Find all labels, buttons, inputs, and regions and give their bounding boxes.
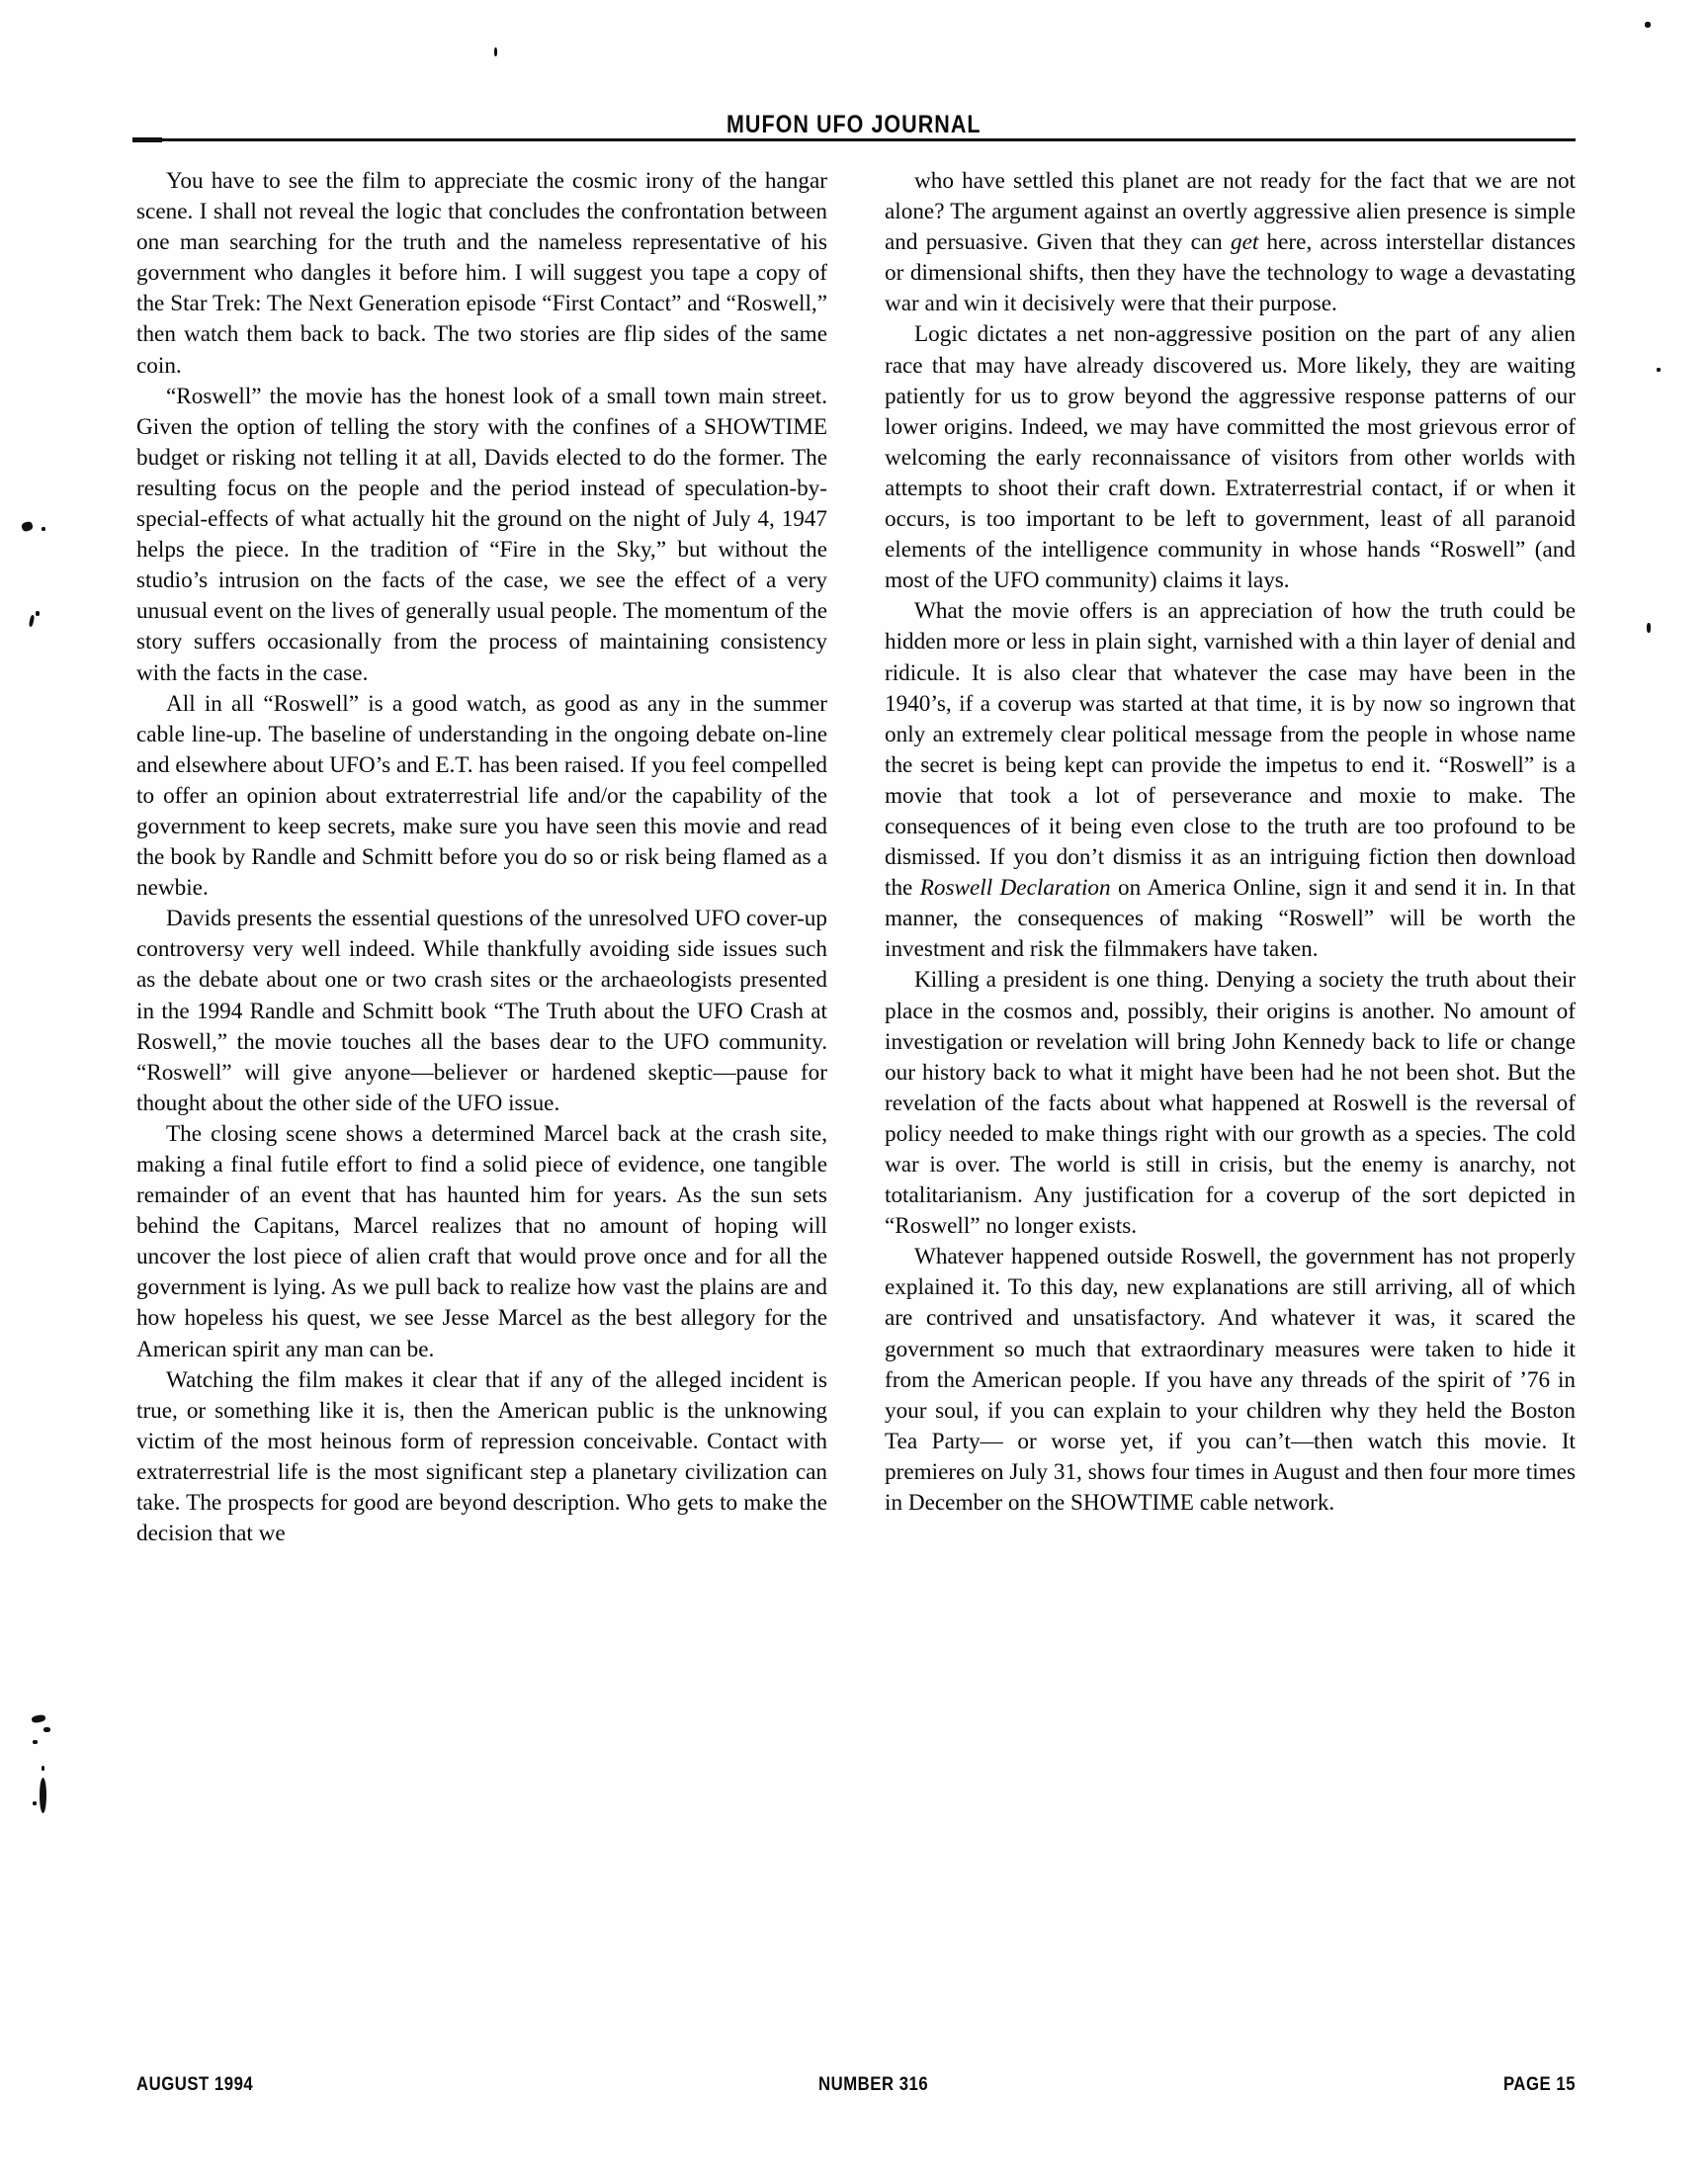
paragraph: The closing scene shows a determined Marcel back at the crash site, making a final futile effort to find a solid piece of evidence, one tangible remainder of an event that has haunted him for years. As the sun sets behind the Capitans, Marcel realizes that no amount of hoping will uncover the lost piece of alien craft that would prove once and for all the government is lying. As we pull back to realize how vast the plains are and how hopeless his quest, we see Jesse Marcel as the best allegory for the American spirit any man can be.	[136, 1120, 827, 1362]
scan-artifact-speck	[42, 1766, 44, 1771]
paragraph: You have to see the film to appreciate the cosmic irony of the hangar scene. I shall not reveal the logic that concludes the confrontation between one man searching for the truth and the nameless representative of his government who dangles it before him. I will suggest you tape a copy of the Star Trek: The Next Generation episode “First Contact” and “Roswell,” then watch them back to back. The two stories are flip sides of the same coin.	[136, 168, 827, 379]
scan-artifact-speck	[1647, 623, 1651, 633]
paragraph: Whatever happened outside Roswell, the government has not properly explained it. To this day, new explanations are still arriving, all of which are contrived and unsatisfactory. And whatever it was, it scared the government so much that extraordinary measures were taken to hide it from the American people. If you have any threads of the spirit of ’76 in your soul, if you can explain to your children why they held the Boston Tea Party— or worse yet, if you can’t—then watch this movie. It premieres on July 31, shows four times in August and then four more times in December on the SHOWTIME cable network.	[885, 1244, 1576, 1517]
scan-artifact-speck	[29, 615, 35, 628]
footer-issue-number: NUMBER 316	[818, 2074, 929, 2095]
right-column	[885, 166, 1576, 2045]
article-body	[136, 166, 1576, 2045]
scan-artifact-speck	[33, 1740, 38, 1744]
page-footer	[136, 2074, 1576, 2096]
paragraph: What the movie offers is an appreciation of how the truth could be hidden more or less in plain sight, varnished with a thin layer of denial and ridicule. It is also clear that whatever the case may have been in the 1940’s, if a coverup was started at that time, it is by now so ingrown that only an extremely clear political message from the people in whose name the secret is being kept can provide the impetus to end it. “Roswell” is a movie that took a lot of perseverance and moxie to make. The consequences of it being even close to the truth are too profound to be dismissed. If you don’t dismiss it as an intriguing fiction then download the Roswell Declaration on America Online, sign it and send it in. In that manner, the consequences of making “Roswell” will be worth the investment and risk the filmmakers have taken.	[885, 598, 1576, 963]
journal-title: MUFON UFO JOURNAL	[726, 111, 982, 138]
paragraph: All in all “Roswell” is a good watch, as good as any in the summer cable line-up. The baseline of understanding in the ongoing debate on-line and elsewhere about UFO’s and E.T. has been raised. If you feel compelled to offer an opinion about extraterrestrial life and/or the capability of the government to keep secrets, make sure you have seen this movie and read the book by Randle and Schmitt before you do so or risk being flamed as a newbie.	[136, 690, 827, 902]
paragraph: Watching the film makes it clear that if any of the alleged incident is true, or something like it is, then the American public is the unknowing victim of the most heinous form of repression conceivable. Contact with extraterrestrial life is the most significant step a planetary civilization can take. The prospects for good are beyond description. Who gets to make the decision that we	[136, 1366, 827, 1547]
scan-artifact-speck	[33, 1801, 37, 1805]
scan-artifact-speck	[31, 1714, 45, 1723]
scan-artifact-speck	[40, 1778, 46, 1813]
footer-issue-date: AUGUST 1994	[136, 2074, 254, 2095]
paragraph: Davids presents the essential questions of the unresolved UFO cover-up controversy very well indeed. While thankfully avoiding side issues such as the debate about one or two crash sites or the archaeologists presented in the 1994 Randle and Schmitt book “The Truth about the UFO Crash at Roswell,” the movie touches all the bases dear to the UFO community. “Roswell” will give anyone—believer or hardened skeptic—pause for thought about the other side of the UFO issue.	[136, 906, 827, 1116]
left-column	[136, 166, 827, 2045]
scan-artifact-speck	[42, 527, 45, 531]
page-header	[0, 111, 1708, 139]
scan-artifact-speck	[1657, 368, 1661, 372]
scan-artifact-speck	[21, 521, 34, 533]
paragraph: Killing a president is one thing. Denying a society the truth about their place in the cosmos and, possibly, their origins is another. No amount of investigation or revelation will bring John Kennedy back to life or change our history back to what it might have been had he not been shot. But the revelation of the facts about what happened at Roswell is the reversal of policy needed to make things right with our growth as a species. The cold war is over. The world is still in crisis, but the enemy is anarchy, not totalitarianism. Any justification for a coverup of the sort depicted in “Roswell” no longer exists.	[885, 967, 1576, 1240]
paragraph: Logic dictates a net non-aggressive position on the part of any alien race that may have already discovered us. More likely, they are waiting patiently for us to grow beyond the aggressive response patterns of our lower origins. Indeed, we may have committed the most grievous error of welcoming the early reconnaissance of visitors from other worlds with attempts to shoot their craft down. Extraterrestrial contact, if or when it occurs, is too important to be left to government, least of all paranoid elements of the intelligence community in whose hands “Roswell” (and most of the UFO community) claims it lays.	[885, 321, 1576, 594]
scan-artifact-speck	[36, 611, 40, 616]
header-rule	[134, 138, 1576, 141]
scan-artifact-speck	[1645, 22, 1651, 28]
paragraph: “Roswell” the movie has the honest look of a small town main street. Given the option of telling the story with the confines of a SHOWTIME budget or risking not telling it at all, Davids elected to do the former. The resulting focus on the people and the period instead of speculation-by-special-effects of what actually hit the ground on the night of July 4, 1947 helps the piece. In the tradition of “Fire in the Sky,” but without the studio’s intrusion on the facts of the case, we see the effect of a very unusual event on the lives of generally usual people. The momentum of the story suffers occasionally from the process of maintaining consistency with the facts in the case.	[136, 383, 827, 686]
scan-artifact-speck	[43, 1727, 50, 1732]
paragraph: who have settled this planet are not ready for the fact that we are not alone? The argument against an overtly aggressive alien presence is simple and persuasive. Given that they can get here, across interstellar distances or dimensional shifts, then they have the technology to wage a devastating war and win it decisively were that their purpose.	[885, 168, 1576, 317]
footer-page-number: PAGE 15	[1502, 2074, 1576, 2095]
scan-artifact-speck	[494, 47, 497, 56]
